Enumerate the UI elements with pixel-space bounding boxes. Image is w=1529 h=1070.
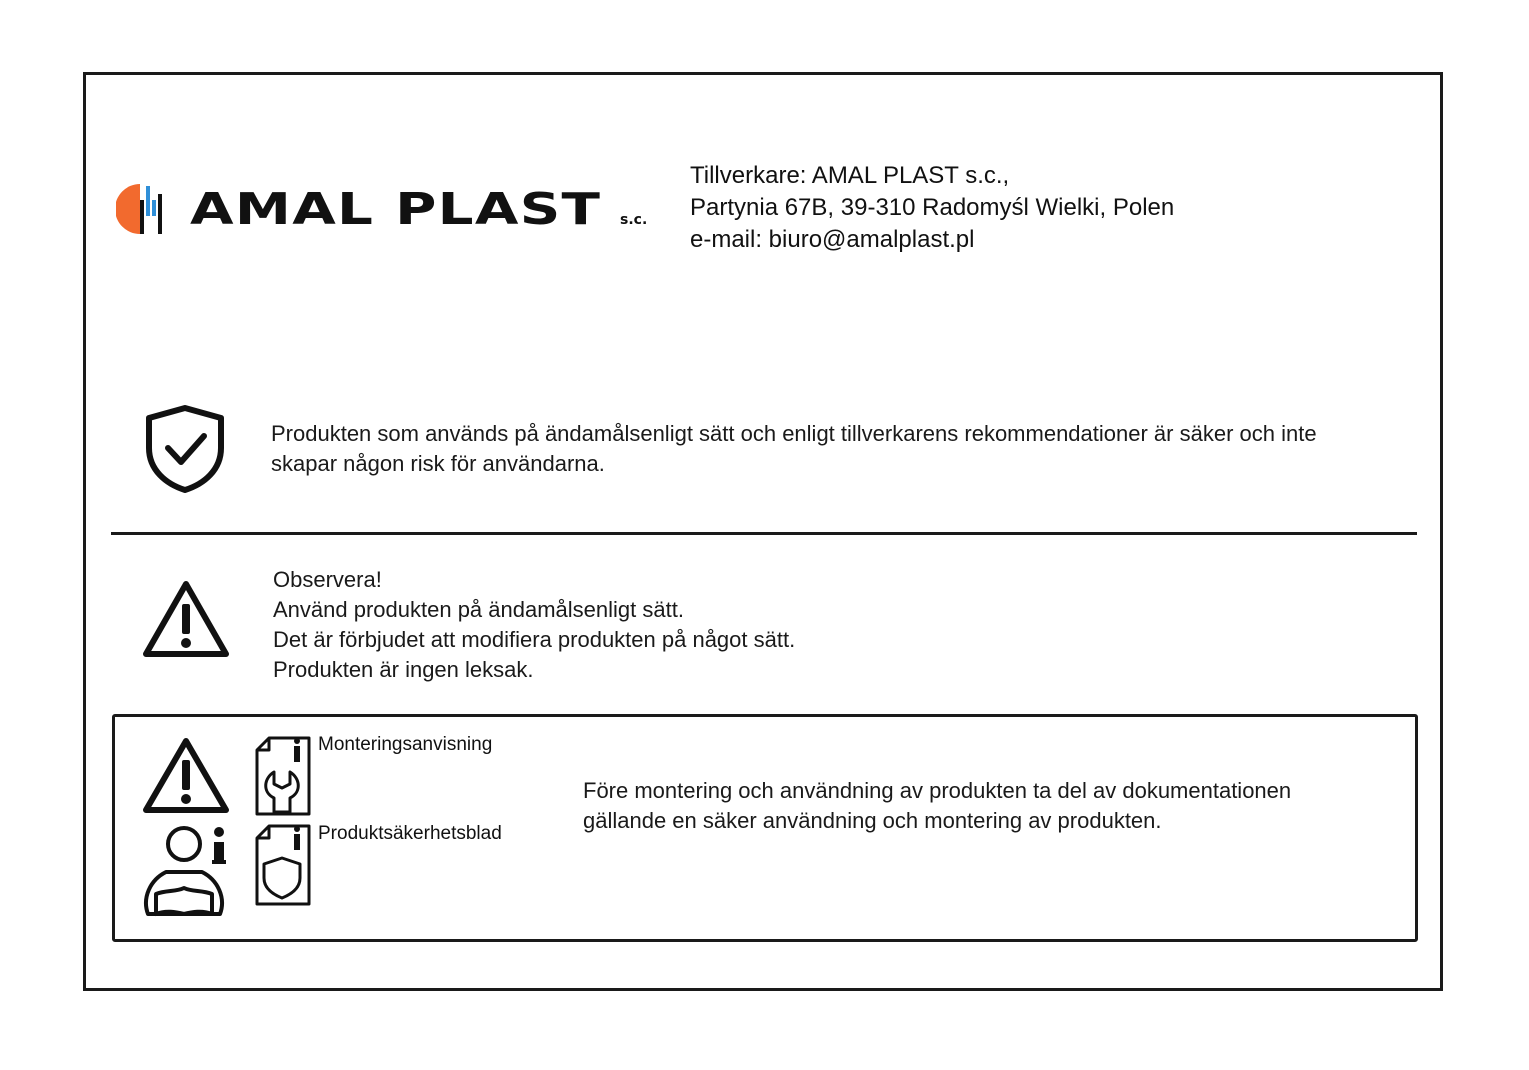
warning-line: Det är förbjudet att modifiera produkten på något sätt. bbox=[273, 627, 796, 652]
product-safety-sheet-icon bbox=[254, 824, 312, 906]
assembly-manual-label: Monteringsanvisning bbox=[318, 734, 493, 755]
assembly-manual-icon bbox=[254, 736, 312, 816]
logo-suffix: s.c. bbox=[620, 212, 648, 228]
warning-triangle-icon bbox=[142, 578, 230, 660]
read-manual-icon bbox=[138, 822, 234, 920]
warning-line: Använd produkten på ändamålsenligt sätt. bbox=[273, 597, 684, 622]
logo-wordmark: AMAL PLAST bbox=[190, 184, 602, 235]
safety-statement: Produkten som används på ändamålsenligt sätt och enligt tillverkarens rekommendationer är säker och inte skapar någon risk för användarna. bbox=[271, 421, 1317, 476]
logo-mark-icon bbox=[116, 182, 168, 238]
manufacturer-address: Partynia 67B, 39-310 Radomyśl Wielki, Polen bbox=[690, 194, 1175, 221]
manufacturer-email: e-mail: biuro@amalplast.pl bbox=[690, 226, 975, 253]
warning-text bbox=[273, 565, 795, 685]
warning-heading: Observera! bbox=[273, 567, 382, 592]
company-logo bbox=[116, 182, 676, 242]
warning-line: Produkten är ingen leksak. bbox=[273, 657, 534, 682]
documentation-text: Före montering och användning av produkten ta del av dokumentationen gällande en säker användning och montering av produkten. bbox=[583, 778, 1292, 833]
safety-sheet-label: Produktsäkerhetsblad bbox=[318, 823, 502, 844]
warning-triangle-icon bbox=[142, 736, 230, 816]
manufacturer-info bbox=[690, 160, 1174, 256]
shield-check-icon bbox=[144, 404, 226, 494]
section-divider bbox=[111, 532, 1417, 535]
manufacturer-name: Tillverkare: AMAL PLAST s.c., bbox=[690, 162, 1010, 189]
